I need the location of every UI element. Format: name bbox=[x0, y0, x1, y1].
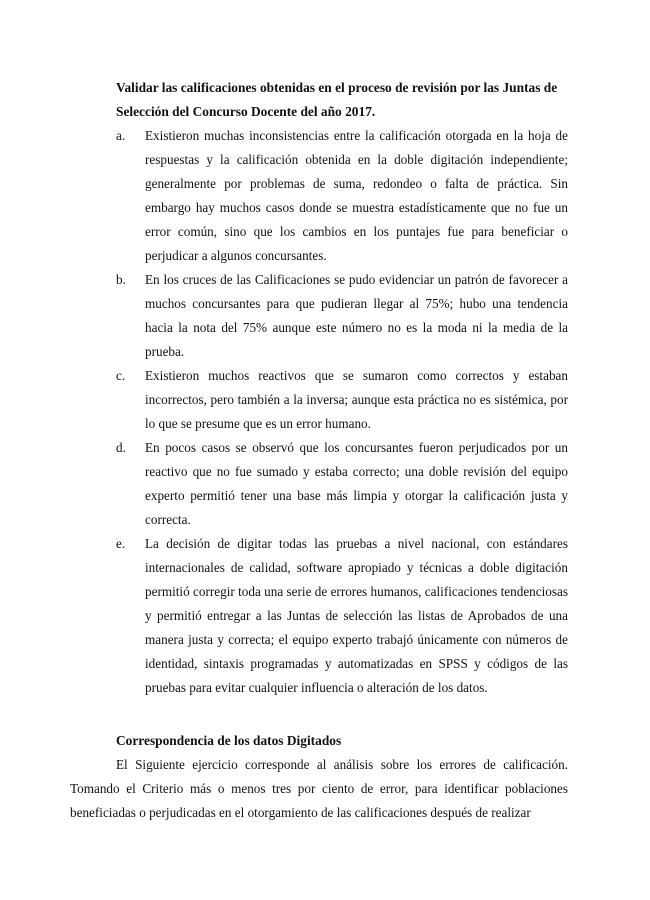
list-item-marker: c. bbox=[116, 368, 126, 383]
list-item-text: La decisión de digitar todas las pruebas a nivel nacional, con estándares internacionales de calidad, software apropiado y técnicas a doble digitación permitió corregir toda una serie de errores humanos, calificaciones tendenciosas y permitió entregar a las Juntas de selección las listas de Aprobados de una manera justa y correcta; el equipo experto trabajó únicamente con números de identidad, sintaxis programadas y automatizadas en SPSS y códigos de las pruebas para evitar cualquier influencia o alteración de los datos. bbox=[145, 536, 568, 695]
list-item bbox=[116, 436, 568, 532]
list-item-marker: a. bbox=[116, 128, 126, 143]
list-item bbox=[116, 532, 568, 700]
list-item-marker: b. bbox=[116, 272, 126, 287]
subsection-heading: Correspondencia de los datos Digitados bbox=[116, 733, 342, 748]
list-item-text: En pocos casos se observó que los concursantes fueron perjudicados por un reactivo que no fue sumado y estaba correcto; una doble revisión del equipo experto permitió tener una base más limpia y otorgar la calificación justa y correcta. bbox=[145, 440, 568, 527]
list-item bbox=[116, 268, 568, 364]
list-item-text: Existieron muchos reactivos que se sumaron como correctos y estaban incorrectos, pero también a la inversa; aunque esta práctica no es sistémica, por lo que se presume que es un error humano. bbox=[145, 368, 568, 431]
list-item-text: En los cruces de las Calificaciones se pudo evidenciar un patrón de favorecer a muchos concursantes para que pudieran llegar al 75%; hubo una tendencia hacia la nota del 75% aunque este número no es la moda ni la media de la prueba. bbox=[145, 272, 568, 359]
section-heading: Validar las calificaciones obtenidas en el proceso de revisión por las Juntas de Selección del Concurso Docente del año 2017. bbox=[116, 80, 558, 119]
list-item bbox=[116, 364, 568, 436]
findings-list bbox=[116, 124, 568, 700]
list-item-marker: e. bbox=[116, 536, 126, 551]
list-item-marker: d. bbox=[116, 440, 126, 455]
body-paragraph: El Siguiente ejercicio corresponde al análisis sobre los errores de calificación. Tomando el Criterio más o menos tres por ciento de error, para identificar poblaciones beneficiadas o perjudicadas en el otorgamiento de las calificaciones después de realizar bbox=[70, 757, 568, 820]
list-item-text: Existieron muchas inconsistencias entre la calificación otorgada en la hoja de respuestas y la calificación obtenida en la doble digitación independiente; generalmente por problemas de suma, redondeo o falta de práctica. Sin embargo hay muchos casos donde se muestra estadísticamente que no fue un error común, sino que los cambios en los puntajes fue para beneficiar o perjudicar a algunos concursantes. bbox=[145, 128, 568, 263]
list-item bbox=[116, 124, 568, 268]
